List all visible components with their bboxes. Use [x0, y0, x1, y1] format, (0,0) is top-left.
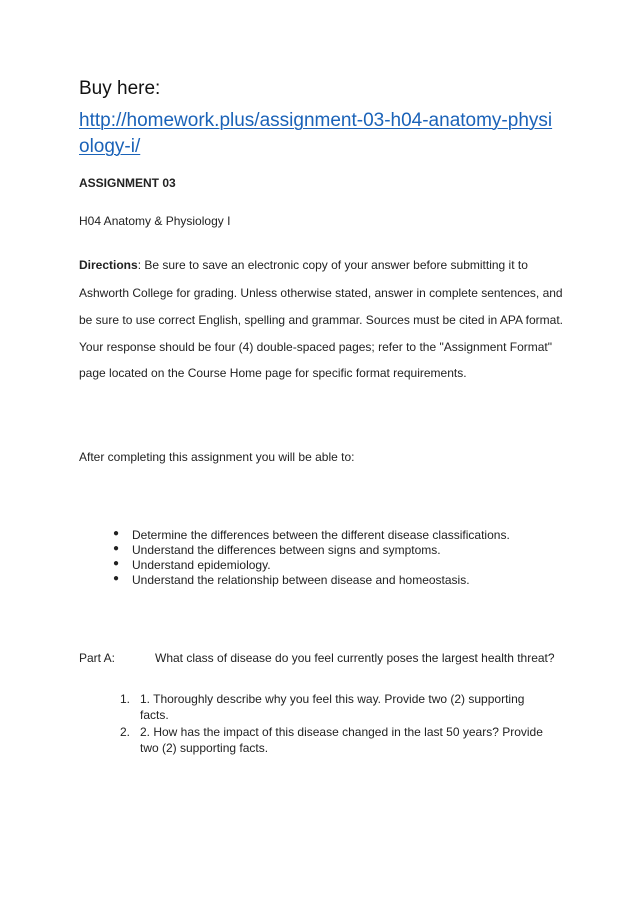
question-number: 1. — [120, 692, 131, 706]
objective-text: Determine the differences between the different disease classifications. — [132, 528, 510, 542]
objective-text: Understand epidemiology. — [132, 558, 271, 572]
course-subtitle: H04 Anatomy & Physiology I — [79, 214, 231, 228]
question-text-line-1: 1. Thoroughly describe why you feel this way. Provide two (2) supporting — [140, 692, 525, 706]
directions-line-5: page located on the Course Home page for specific format requirements. — [79, 366, 467, 380]
list-item — [113, 528, 510, 543]
question-text-line-1: 2. How has the impact of this disease changed in the last 50 years? Provide — [140, 725, 543, 739]
objective-text: Understand the differences between signs and symptoms. — [132, 543, 441, 557]
question-text-line-2: two (2) supporting facts. — [140, 741, 269, 755]
objectives-list — [113, 528, 510, 588]
directions-line-1 — [79, 258, 528, 272]
directions-line-4: Your response should be four (4) double-spaced pages; refer to the "Assignment Format" — [79, 340, 553, 354]
list-item — [113, 558, 510, 573]
bullet-icon: ● — [113, 528, 120, 539]
assignment-heading: ASSIGNMENT 03 — [79, 176, 176, 190]
part-a-label: Part A: — [79, 651, 116, 665]
list-item — [113, 543, 510, 558]
directions-line-3: be sure to use correct English, spelling and grammar. Sources must be cited in APA format. — [79, 313, 564, 327]
question-text-line-2: facts. — [140, 708, 169, 722]
bullet-icon: ● — [113, 573, 120, 584]
directions-text: : Be sure to save an electronic copy of your answer before submitting it to — [137, 258, 528, 272]
part-a-question: What class of disease do you feel currently poses the largest health threat? — [155, 651, 555, 665]
question-number: 2. — [120, 725, 131, 739]
objective-text: Understand the relationship between disease and homeostasis. — [132, 573, 470, 587]
objectives-intro: After completing this assignment you will be able to: — [79, 450, 355, 464]
directions-line-2: Ashworth College for grading. Unless otherwise stated, answer in complete sentences, and — [79, 286, 563, 300]
bullet-icon: ● — [113, 558, 120, 569]
purchase-link-line-2[interactable]: ology-i/ — [79, 136, 141, 157]
purchase-link-line-1[interactable]: http://homework.plus/assignment-03-h04-anatomy-physi — [79, 110, 553, 131]
list-item — [113, 573, 510, 588]
buy-here-label: Buy here: — [79, 78, 161, 99]
directions-label: Directions — [79, 258, 138, 272]
bullet-icon: ● — [113, 543, 120, 554]
